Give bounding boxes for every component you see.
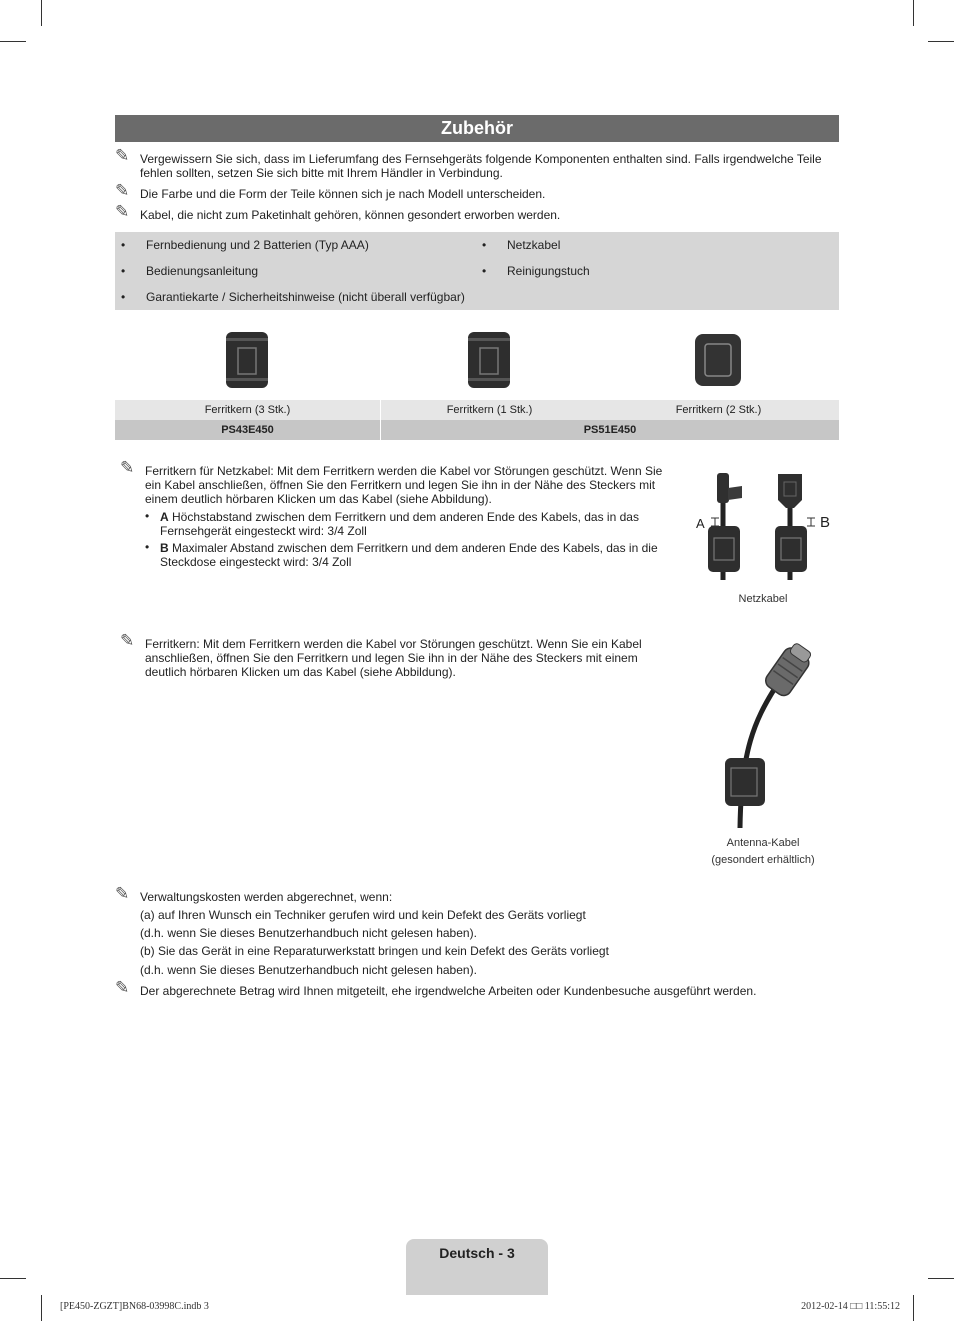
pencil-icon: ✎ <box>115 202 130 221</box>
table-cell: Ferritkern (3 Stk.) <box>115 400 380 420</box>
print-info-right: 2012-02-14 □□ 11:55:12 <box>801 1301 900 1312</box>
ferrite-core-image <box>464 330 514 390</box>
pencil-icon: ✎ <box>115 146 130 165</box>
page-title: Zubehör <box>115 115 839 142</box>
admin-line: (d.h. wenn Sie dieses Benutzerhandbuch nicht gelesen haben). <box>140 963 477 977</box>
figure-label-b: B <box>820 514 831 531</box>
table-cell: Ferritkern (1 Stk.) <box>381 400 598 420</box>
note-text: Der abgerechnete Betrag wird Ihnen mitgeteilt, ehe irgendwelche Arbeiten oder Kundenbesuche ausgeführt werden. <box>140 984 757 998</box>
admin-line: (a) auf Ihren Wunsch ein Techniker gerufen wird und kein Defekt des Geräts vorliegt <box>140 908 586 922</box>
note-text: Verwaltungskosten werden abgerechnet, wenn: <box>140 890 393 904</box>
accessory-list: • Fernbedienung und 2 Batterien (Typ AAA) • Bedienungsanleitung • Garantiekarte / Sicherheitshinweise (nicht überall verfügbar) • Netzkabel • Reinigungstuch <box>115 232 839 310</box>
antenna-cable-figure <box>715 640 815 830</box>
sub-item-a: • A Höchstabstand zwischen dem Ferritkern und dem anderen Ende des Kabels, das in das Fernsehgerät eingesteckt wird: 3/4 Zoll <box>145 509 639 538</box>
pencil-icon: ✎ <box>120 458 135 477</box>
figure-caption: Netzkabel <box>738 593 788 605</box>
note-text: Kabel, die nicht zum Paketinhalt gehören, können gesondert erworben werden. <box>140 208 561 222</box>
table-cell: PS51E450 <box>381 420 839 440</box>
note-power-ferrite <box>120 458 680 506</box>
note-variation <box>115 181 840 201</box>
note-text: Die Farbe und die Form der Teile können sich je nach Modell unterscheiden. <box>140 187 546 201</box>
figure-caption: (gesondert erhältlich) <box>711 854 815 866</box>
ferrite-table <box>115 400 839 440</box>
pencil-icon: ✎ <box>115 181 130 200</box>
note-text: Ferritkern: Mit dem Ferritkern werden die Kabel vor Störungen geschützt. Wenn Sie ein Kabel anschließen, öffnen Sie den Ferritkern und legen Sie ihn in der Nähe des Steckers mit einem deutlich hörbaren Klicken um das Kabel (siehe Abbildung). <box>145 637 642 679</box>
note-text: Ferritkern für Netzkabel: Mit dem Ferritkern werden die Kabel vor Störungen geschützt. Wenn Sie ein Kabel anschließen, öffnen Sie den Ferritkern und legen Sie ihn in der Nähe des Steckers mit einem deutlich hörbaren Klicken um das Kabel (siehe Abbildung). <box>145 464 663 506</box>
note-admin-amount <box>115 978 840 998</box>
admin-line: (d.h. wenn Sie dieses Benutzerhandbuch nicht gelesen haben). <box>140 926 477 940</box>
pencil-icon: ✎ <box>115 884 130 903</box>
table-cell: PS43E450 <box>115 420 380 440</box>
note-cables <box>115 202 840 222</box>
print-info-left: [PE450-ZGZT]BN68-03998C.indb 3 <box>60 1301 209 1312</box>
figure-label-a: A <box>696 516 705 531</box>
admin-line: (b) Sie das Gerät in eine Reparaturwerkstatt bringen und kein Defekt des Geräts vorliegt <box>140 944 609 958</box>
table-cell: Ferritkern (2 Stk.) <box>598 400 839 420</box>
ferrite-core-image <box>222 330 272 390</box>
note-antenna-ferrite <box>120 631 665 679</box>
note-contents <box>115 146 840 180</box>
note-admin-costs <box>115 884 840 904</box>
pencil-icon: ✎ <box>120 631 135 650</box>
power-cable-figure <box>690 468 835 583</box>
ferrite-core-image <box>693 332 743 388</box>
pencil-icon: ✎ <box>115 978 130 997</box>
figure-caption: Antenna-Kabel <box>726 837 800 849</box>
sub-item-b: • B Maximaler Abstand zwischen dem Ferritkern und dem anderen Ende des Kabels, das in die Steckdose eingesteckt wird: 3/4 Zoll <box>145 540 658 569</box>
note-text: Vergewissern Sie sich, dass im Lieferumfang des Fernsehgeräts folgende Komponenten enthalten sind. Falls irgendwelche Teile fehlen sollten, setzen Sie sich bitte mit Ihrem Händler in Verbindung. <box>140 152 822 180</box>
page-number: Deutsch - 3 <box>439 1245 515 1261</box>
